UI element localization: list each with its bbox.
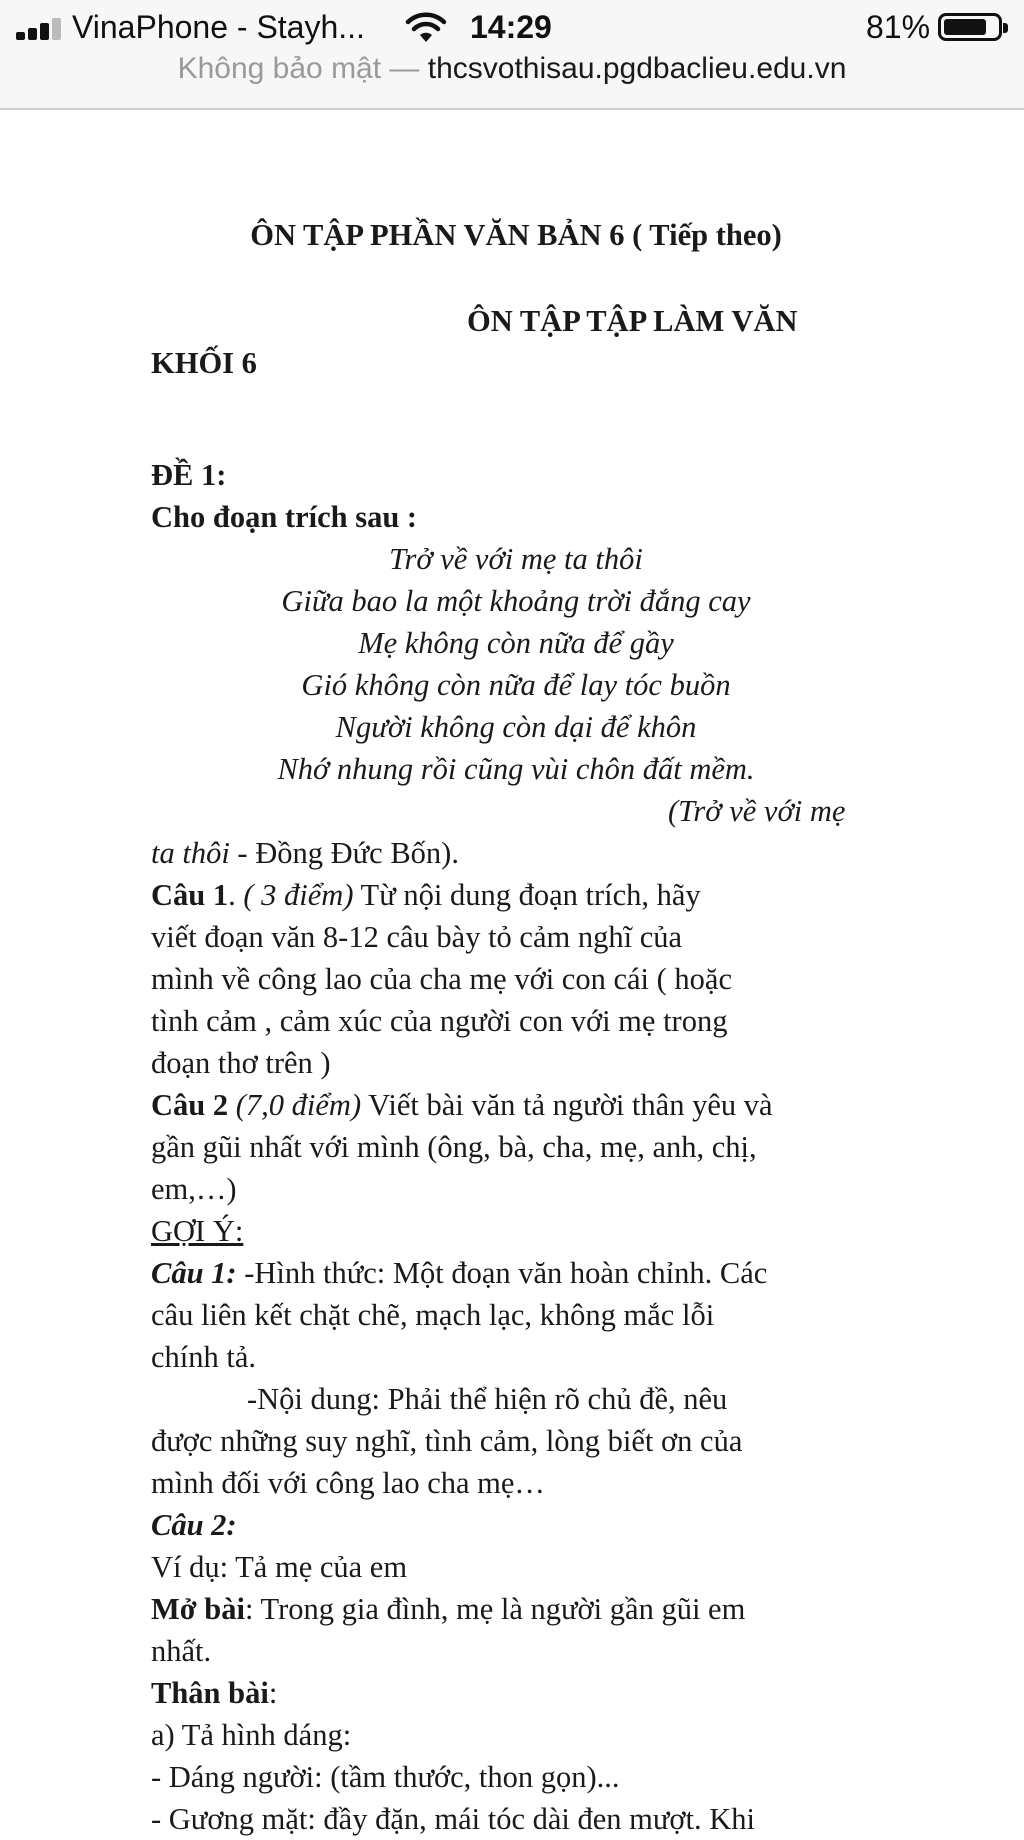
question-1-line: tình cảm , cảm xúc của người con với mẹ trong (151, 1004, 728, 1038)
battery-fill (944, 19, 986, 35)
poem-line: Mẹ không còn nữa để gầy (358, 626, 674, 660)
poem-line: Gió không còn nữa để lay tóc buồn (301, 668, 731, 702)
hint-1-line: chính tả. (151, 1340, 257, 1374)
carrier-name: VinaPhone - Stayh... (72, 9, 365, 45)
poem-line: Nhớ nhung rồi cũng vùi chôn đất mềm. (277, 752, 755, 786)
source-title-italic: ta thôi (151, 836, 230, 870)
intro-section-line: Mở bài: Trong gia đình, mẹ là người gần gũi em (151, 1592, 746, 1626)
question-1-line: viết đoạn văn 8-12 câu bày tỏ cảm nghĩ của (151, 920, 683, 954)
body-section-label: Thân bài (151, 1676, 269, 1710)
question-1-line: Câu 1. ( 3 điểm) Từ nội dung đoạn trích, hãy (151, 878, 701, 912)
body-section-line: - Gương mặt: đầy đặn, mái tóc dài đen mượt. Khi (151, 1802, 756, 1836)
wifi-icon (405, 12, 447, 44)
hint-1-label: Câu 1: (151, 1256, 237, 1290)
poem-source-part-1: (Trở về với mẹ (668, 794, 846, 828)
hint-2-label: Câu 2: (151, 1508, 237, 1542)
battery-icon (938, 13, 1002, 41)
status-bar (0, 0, 1024, 56)
poem-source-part-2 (151, 832, 881, 874)
intro-section-line: nhất. (151, 1634, 212, 1668)
url-domain: thcsvothisau.pgdbaclieu.edu.vn (427, 52, 847, 85)
body-section-line: a) Tả hình dáng: (151, 1718, 352, 1752)
hint-heading: GỢI Ý: (151, 1214, 244, 1248)
address-bar[interactable] (0, 52, 1024, 86)
question-2-line: gần gũi nhất với mình (ông, bà, cha, mẹ, anh, chị, (151, 1130, 757, 1164)
poem-line: Người không còn dại để khôn (335, 710, 697, 744)
cellular-signal-icon (16, 18, 66, 40)
hint-1-line: mình đối với công lao cha mẹ… (151, 1466, 545, 1500)
subtitle-line-1: ÔN TẬP TẬP LÀM VĂN (467, 304, 798, 338)
question-2-points: (7,0 điểm) (228, 1088, 362, 1122)
hint-1-line: được những suy nghĩ, tình cảm, lòng biết ơn của (151, 1424, 743, 1458)
source-author: - Đồng Đức Bốn). (229, 836, 459, 870)
question-2-label: Câu 2 (151, 1088, 229, 1122)
battery-percent: 81% (866, 9, 931, 45)
document-title: ÔN TẬP PHẦN VĂN BẢN 6 ( Tiếp theo) (250, 218, 782, 252)
question-1-line: đoạn thơ trên ) (151, 1046, 331, 1080)
browser-header (0, 0, 1024, 110)
clock: 14:29 (470, 9, 552, 45)
subtitle-line-2: KHỐI 6 (151, 346, 257, 380)
document-page (0, 110, 1024, 1836)
body-section-heading: Thân bài: (151, 1676, 278, 1710)
question-2-line: em,…) (151, 1172, 237, 1206)
hint-1-line: câu liên kết chặt chẽ, mạch lạc, không mắc lỗi (151, 1298, 715, 1332)
intro-section-label: Mở bài (151, 1592, 245, 1626)
hint-1-line: Câu 1: -Hình thức: Một đoạn văn hoàn chỉnh. Các (151, 1256, 768, 1290)
hint-1-line: -Nội dung: Phải thể hiện rõ chủ đề, nêu (247, 1382, 728, 1416)
body-section-line: - Dáng người: (tầm thước, thon gọn)... (151, 1760, 620, 1794)
intro-text: Cho đoạn trích sau : (151, 500, 418, 534)
poem-line: Giữa bao la một khoảng trời đắng cay (281, 584, 751, 618)
poem-line: Trở về với mẹ ta thôi (389, 542, 643, 576)
question-1-line: mình về công lao của cha mẹ với con cái ( hoặc (151, 962, 732, 996)
security-label: Không bảo mật — (177, 52, 420, 85)
example-line: Ví dụ: Tả mẹ của em (151, 1550, 408, 1584)
question-1-label: Câu 1 (151, 878, 229, 912)
question-2-line: Câu 2 (7,0 điểm) Viết bài văn tả người thân yêu và (151, 1088, 773, 1122)
exam-label: ĐỀ 1: (151, 458, 227, 492)
question-1-points: ( 3 điểm) (243, 878, 354, 912)
